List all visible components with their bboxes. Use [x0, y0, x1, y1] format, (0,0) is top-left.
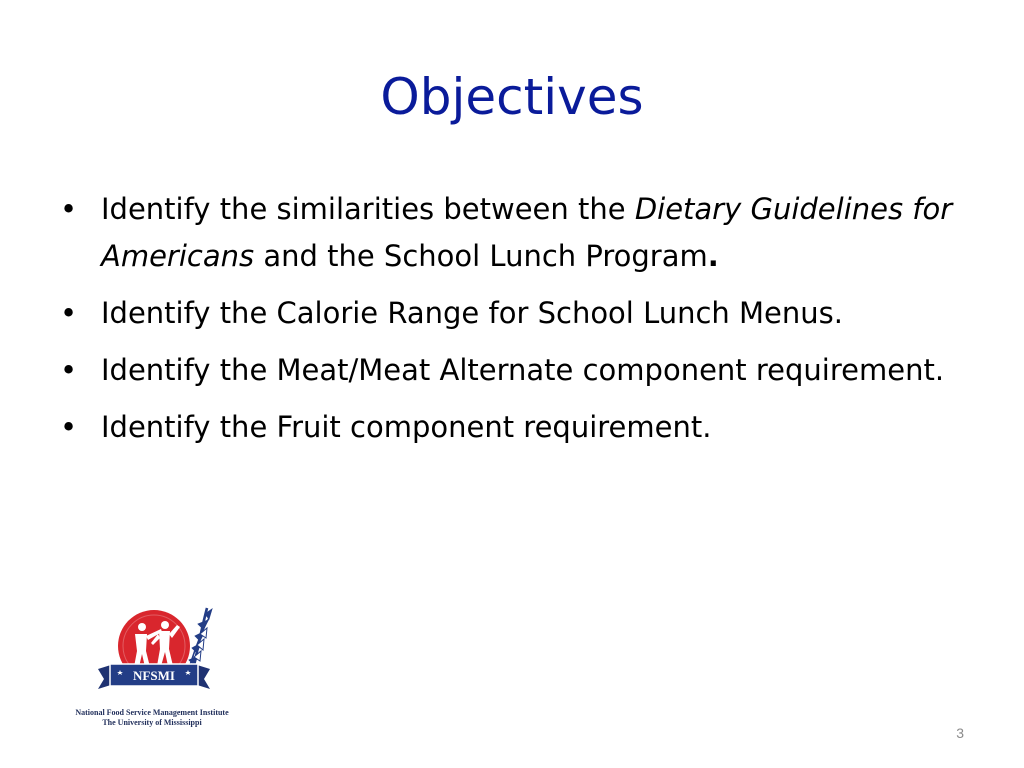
bullet-text-suffix: and the School Lunch Program — [254, 239, 708, 273]
slide-title: Objectives — [380, 68, 644, 126]
bullet-text: Identify the Fruit component requirement. — [101, 410, 712, 444]
bullet-text-italic: Dietary Guidelines for Americans — [101, 192, 953, 273]
logo-org-name: National Food Service Management Institute — [75, 708, 229, 717]
bullet-icon: • — [60, 192, 78, 226]
bullet-text-prefix: Identify the similarities between the — [101, 192, 635, 226]
nfsmi-logo — [62, 600, 242, 730]
ribbon-icon — [98, 664, 210, 689]
emblem-text: NFSMI — [133, 668, 175, 683]
logo-university-name: The University of Mississippi — [102, 718, 202, 727]
list-item — [60, 186, 960, 280]
bullet-icon: • — [60, 353, 78, 387]
list-item — [60, 347, 960, 394]
objectives-list — [60, 186, 960, 461]
slide-number: 3 — [956, 725, 964, 741]
bullet-text: Identify the Meat/Meat Alternate component requirement. — [101, 353, 945, 387]
bullet-text-end: . — [707, 239, 719, 273]
bullet-icon: • — [60, 410, 78, 444]
list-item — [60, 290, 960, 337]
nfsmi-emblem-icon — [62, 600, 242, 708]
bullet-icon: • — [60, 296, 78, 330]
bullet-text: Identify the Calorie Range for School Lunch Menus. — [101, 296, 843, 330]
list-item — [60, 404, 960, 451]
